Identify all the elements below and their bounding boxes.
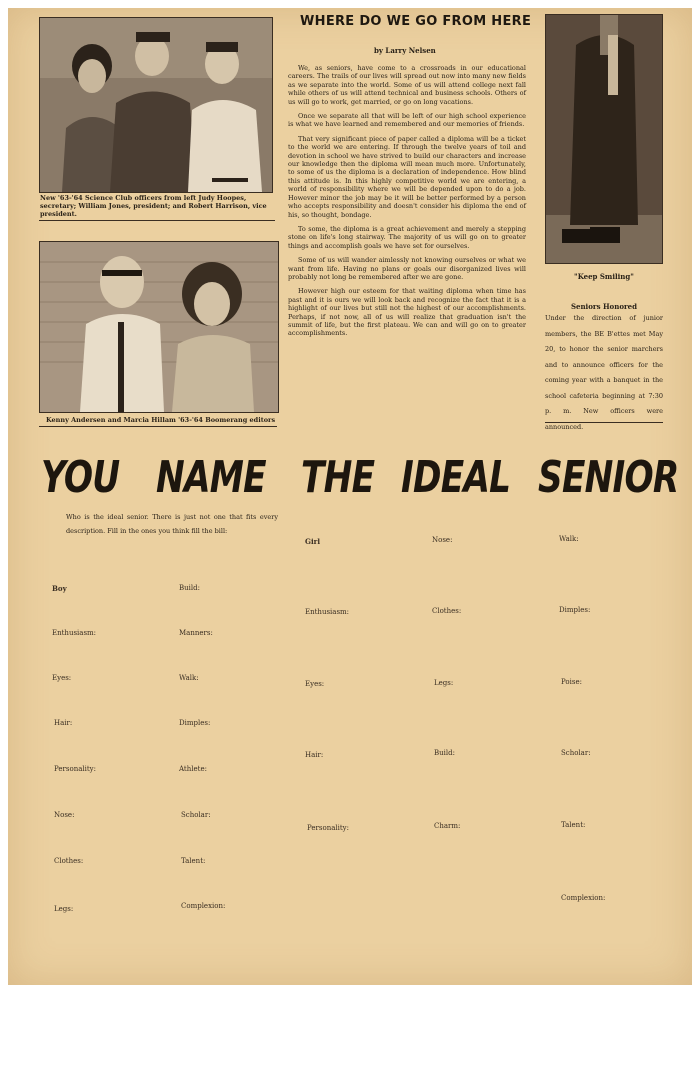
- girl-label: Nose:: [432, 536, 453, 544]
- boomerang-editors-caption: Kenny Andersen and Marcia Hillam '63-'64 Boomerang editors: [46, 416, 276, 424]
- girl-label: Eyes:: [305, 680, 325, 688]
- article-byline: by Larry Nelsen: [374, 46, 436, 55]
- banner-word-name: NAME: [156, 452, 266, 503]
- boy-label: Legs:: [54, 905, 74, 913]
- boy-label: Walk:: [179, 674, 199, 682]
- boy-label: Eyes:: [52, 674, 72, 682]
- article-paragraph: Once we separate all that will be left of our high school experience is what we have learned and remembered and our memories of friends.: [288, 112, 526, 129]
- banner-word-ideal: IDEAL: [401, 452, 511, 503]
- boy-label: Hair:: [54, 719, 73, 727]
- boy-label: Talent:: [181, 857, 206, 865]
- girl-label: Personality:: [307, 824, 349, 832]
- boy-label: Scholar:: [181, 811, 211, 819]
- article-paragraph: We, as seniors, have come to a crossroads in our educational careers. The trails of our lives will spread out now into many new fields as we separate into the world. Some of us will attend college next fall while others of us will attend technical and business schools. Others of us will go to work, get married, or go on long vacations.: [288, 64, 526, 106]
- girl-heading: Girl: [305, 537, 320, 546]
- boomerang-editors-photo: [39, 241, 279, 413]
- girl-label: Charm:: [434, 822, 461, 830]
- keep-smiling-caption: "Keep Smiling": [574, 272, 634, 281]
- photo-two-students-icon: [40, 242, 278, 412]
- seniors-honored-title: Seniors Honored: [570, 302, 638, 311]
- newspaper-page: [8, 8, 692, 985]
- boy-label: Clothes:: [54, 857, 84, 865]
- article-paragraph: However high our esteem for that waiting diploma when time has past and it is ours we will look back and recognize the fact that it is a highlight of our lives but still not the highest of our accomplishments. Perhaps, if not now, all of us will realize that graduation isn't the summit of life, but the first plateau. We can and will go on to greater accomplishments.: [288, 287, 526, 338]
- girl-label: Poise:: [561, 678, 582, 686]
- photo-standing-student-icon: [546, 15, 662, 263]
- girl-label: Complexion:: [561, 894, 606, 902]
- science-club-photo: [39, 17, 273, 193]
- science-club-caption: New '63-'64 Science Club officers from left Judy Hoopes, secretary; William Jones, president; and Robert Harrison, vice president.: [40, 194, 267, 218]
- girl-label: Walk:: [559, 535, 579, 543]
- article-paragraph: Some of us will wander aimlessly not knowing ourselves or what we want from life. Having no plans or goals our disorganized lives will probably not long be remembered after we are gone.: [288, 256, 526, 281]
- article-paragraph: To some, the diploma is a great achievement and merely a stepping stone on life's long stairway. The majority of us will go on to greater things and accomplish goals we have set for ourselves.: [288, 224, 526, 250]
- article-paragraph: That very significant piece of paper called a diploma will be a ticket to the world we are entering. If through the twelve years of toil and devotion in school we have strived to build our characters and increase our knowledge then the diploma will mean much more. Unfortunately, to some of us the diploma is a declaration of independence. How blind this attitude is. In this highly competitive world we are entering, a world of responsibility where we will be depended upon to do a job. However minor the job may be it will be better performed by a person who accepts responsibility and doesn't consider his diploma the end of his, so thought, bondage.: [288, 134, 526, 219]
- seniors-honored-body: Under the direction of junior members, the BE B'ettes met May 20, to honor the senior marchers and to announce officers for the coming year with a banquet in the school cafeteria beginning at 7:30 p. m. New officers were announced.: [545, 314, 663, 431]
- form-intro: Who is the ideal senior. There is just not one that fits every description. Fill in the ones you think fill the bill:: [66, 513, 278, 535]
- article-body: [288, 64, 526, 344]
- boy-label: Dimples:: [179, 719, 211, 727]
- banner-word-senior: SENIOR: [538, 452, 679, 503]
- article-title: WHERE DO WE GO FROM HERE: [300, 14, 532, 29]
- boy-label: Complexion:: [181, 902, 226, 910]
- banner-word-the: THE: [301, 452, 375, 503]
- girl-label: Dimples:: [559, 606, 591, 614]
- banner-word-you: YOU: [41, 452, 120, 503]
- boy-label: Enthusiasm:: [52, 629, 97, 637]
- boy-label: Athlete:: [179, 765, 207, 773]
- girl-label: Talent:: [561, 821, 586, 829]
- keep-smiling-photo: [545, 14, 663, 264]
- girl-label: Build:: [434, 749, 455, 757]
- boy-label: Manners:: [179, 629, 213, 637]
- girl-label: Enthusiasm:: [305, 608, 350, 616]
- girl-label: Clothes:: [432, 607, 462, 615]
- girl-label: Hair:: [305, 751, 324, 759]
- boy-label: Nose:: [54, 811, 75, 819]
- boy-heading: Boy: [52, 584, 67, 593]
- girl-label: Scholar:: [561, 749, 591, 757]
- photo-three-students-icon: [40, 18, 272, 192]
- girl-label: Legs:: [434, 679, 454, 687]
- boy-label: Build:: [179, 584, 200, 592]
- boy-label: Personality:: [54, 765, 96, 773]
